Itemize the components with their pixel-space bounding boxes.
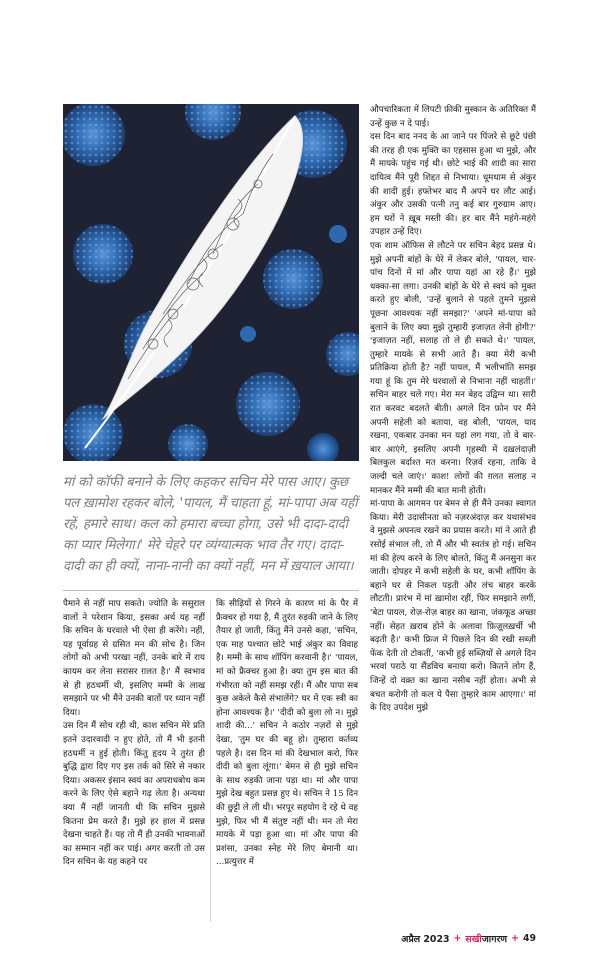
footer-separator-2: + bbox=[511, 933, 519, 944]
pull-quote: मां को कॉफी बनाने के लिए कहकर सचिन मेरे पास आए। कुछ पल ख़ामोश रहकर बोले, 'पायल, मैं चाहता हूं, मां-पापा अब यहीं रहें, हमारे साथ। कल को हमारा बच्चा होगा, उसे भी दादा-दादी का प्यार मिलेगा।' मेरे चेहरे पर व्यंग्यात्मक भाव तैर गए। दादा-दादी का ही क्यों, नाना-नानी का क्यों नहीं, मन में ख़याल आया। bbox=[63, 475, 358, 574]
feather-artwork bbox=[63, 104, 359, 461]
publication-name: जागरण bbox=[481, 934, 508, 945]
column-divider bbox=[210, 600, 211, 922]
body-column-3: औपचारिकता में लिपटी फ़ीकी मुस्कान के अतिरिक्त मैं उन्हें कुछ न दे पाई। दस दिन बाद ननद के आ जाने पर पिंजरे से छूटे पंछी की तरह ही एक मुक्ति का एहसास हुआ था मुझे, और मैं मायके पहुंच गई थी। छोटे भाई की शादी का सारा दायित्व मैंने पूरी शिद्दत से निभाया। धूमधाम से अंकुर की शादी हुई। हफ्तेभर बाद मैं अपने घर लौट आई। अंकुर और उसकी पत्नी तनु कई बार गुरुग्राम आए। हम घरों ने ख़ूब मस्ती की। हर बार मैंने महंगे-महंगे उपहार उन्हें दिए। एक शाम ऑफिस से लौटने पर सचिन बेहद प्रसन्न थे। मुझे अपनी बांहों के घेरे में लेकर बोले, 'पायल, चार-पांच दिनों में मां और पापा यहां आ रहे हैं।' मुझे धक्का-सा लगा। उनकी बांहों के घेरे से स्वयं को मुक्त करते हुए बोली, 'उन्हें बुलाने से पहले तुमने मुझसे पूछना आवश्यक नहीं समझा?' 'अपने मां-पापा को बुलाने के लिए क्या मुझे तुम्हारी इजाज़त लेनी होगी?' 'इजाज़त नहीं, सलाह तो ले ही सकते थे।' 'पायल, तुम्हारे मायके से सभी आते हैं। क्या मेरी कभी प्रतिक्रिया होती है? नहीं पायल, मैं भलीभांति समझ गया हूं कि तुम मेरे घरवालों से निभाना नहीं चाहतीं।' सचिन बाहर चले गए। मेरा मन बेहद उद्विग्न था। सारी रात करवट बदलते बीती। अगले दिन फ़ोन पर मैंने अपनी सहेली को बताया, वह बोली, 'पायल, याद रखना, एकबार उनका मन यहां लग गया, तो वे बार-बार आएंगे, इसलिए अपनी गृहस्थी में दख़लंदाज़ी बिलकुल बर्दाश्त मत करना। रिज़र्व रहना, ताकि वे जल्दी चले जाएं।' काश! लोगों की ग़लत सलाह न मानकर मैंने मम्मी की बात मानी होती। मां-पापा के आगमन पर बेमन से ही मैंने उनका स्वागत किया। मेरी उदासीनता को नज़रअंदाज़ कर यथासंभव वे मुझसे अपनत्व रखने का प्रयास करते। मां ने आते ही रसोई संभाल ली, तो मैं और भी स्वतंत्र हो गई। सचिन मां की हेल्प करने के लिए बोलते, किंतु मैं अनसुना कर जाती। दोपहर में कभी सहेली के घर, कभी शॉपिंग के बहाने घर से निकल पड़ती और लंच बाहर करके लौटती। प्रारंभ में मां ख़ामोश रहीं, फिर समझाने लगीं, 'बेटा पायल, रोज़-रोज़ बाहर का खाना, जंकफूड अच्छा नहीं। सेहत ख़राब होने के अलावा फ़िज़ूलख़र्ची भी बढ़ती है।' कभी फ्रिज में पिछले दिन की रखी सब्ज़ी फेंक देती तो टोकतीं, 'कभी हुई सब्ज़ियों से अगले दिन भरवां पराठे या सैंडविच बनाया करो। कितने लोग हैं, जिन्हें दो वक़्त का खाना नसीब नहीं होता। अभी से बचत करोगी तो कल ये पैसा तुम्हारे काम आएगा।' मां के दिए उपदेश मुझे bbox=[370, 105, 536, 714]
page-number: 49 bbox=[522, 933, 536, 944]
issue-month: अप्रैल 2023 bbox=[401, 934, 450, 945]
body-column-2: कि सीढ़ियों से गिरने के कारण मां के पैर में फ्रैक्चर हो गया है, मैं तुरंत रुड़की जाने के लिए तैयार हो जाती, किंतु मैंने उनसे कहा, 'सचिन, एक माह पश्चात छोटे भाई अंकुर का विवाह है। मम्मी के साथ शॉपिंग करवानी है।' 'पायल, मां को फ्रैक्चर हुआ है। क्या तुम इस बात की गंभीरता को नहीं समझ रहीं। मैं और पापा सब कुछ अकेले कैसे संभालेंगे? घर में एक स्त्री का होना आवश्यक है।' 'दीदी को बुला लो न। मुझे शादी की...' सचिन ने कठोर नज़रों से मुझे देखा, 'तुम घर की बहू हो। तुम्हारा कर्तव्य पहले है। दस दिन मां की देखभाल करो, फिर दीदी को बुला लूंगा।' बेमन से ही मुझे सचिन के साथ रुड़की जाना पड़ा था। मां और पापा मुझे देख बहुत प्रसन्न हुए थे। सचिन ने 15 दिन की छुट्टी ले ली थी। भरपूर सहयोग दे रहे थे वह मुझे, फिर भी मैं संतुष्ट नहीं थी। मन तो मेरा मायके में पड़ा हुआ था। मां और पापा की प्रशंसा, उनका स्नेह मेरे लिए बेमानी था। ...प्रत्युत्तर में bbox=[216, 599, 358, 868]
magazine-brand: सखी bbox=[465, 934, 482, 945]
page-footer bbox=[401, 932, 536, 945]
pull-quote-rule bbox=[63, 590, 359, 591]
body-column-1: पैमाने से नहीं माप सकते। ज्योति के ससुराल वालों ने परेशान किया, इसका अर्थ यह नहीं कि सचिन के घरवाले भी ऐसा ही करेंगे। नहीं, यह पूर्वाग्रह से ग्रसित मन की सोच है। जिन लोगों को अभी परखा नहीं, उनके बारे में राय कायम कर लेना सरासर ग़लत है।' मैं स्वभाव से ही हठधर्मी थी, इसलिए मम्मी के लाख समझाने पर भी मैंने उनकी बातों पर ध्यान नहीं दिया। उस दिन मैं सोच रही थी, काश सचिन मेरे प्रति इतने उदारवादी न हुए होते, तो मैं भी इतनी हठधर्मी न हुई होती। किंतु हृदय ने तुरंत ही बुद्धि द्वारा दिए गए इस तर्क को सिरे से नकार दिया। अकसर इंसान स्वयं का अपराधबोध कम करने के लिए ऐसे बहाने गढ़ लेता है। अन्यथा क्या मैं नहीं जानती थी कि सचिन मुझसे कितना प्रेम करते हैं। मुझे हर हाल में प्रसन्न देखना चाहते हैं। यह तो मैं ही उनकी भावनाओं का सम्मान नहीं कर पाई। अगर करती तो उस दिन सचिन के यह कहने पर bbox=[63, 599, 205, 868]
footer-separator: + bbox=[453, 933, 462, 944]
